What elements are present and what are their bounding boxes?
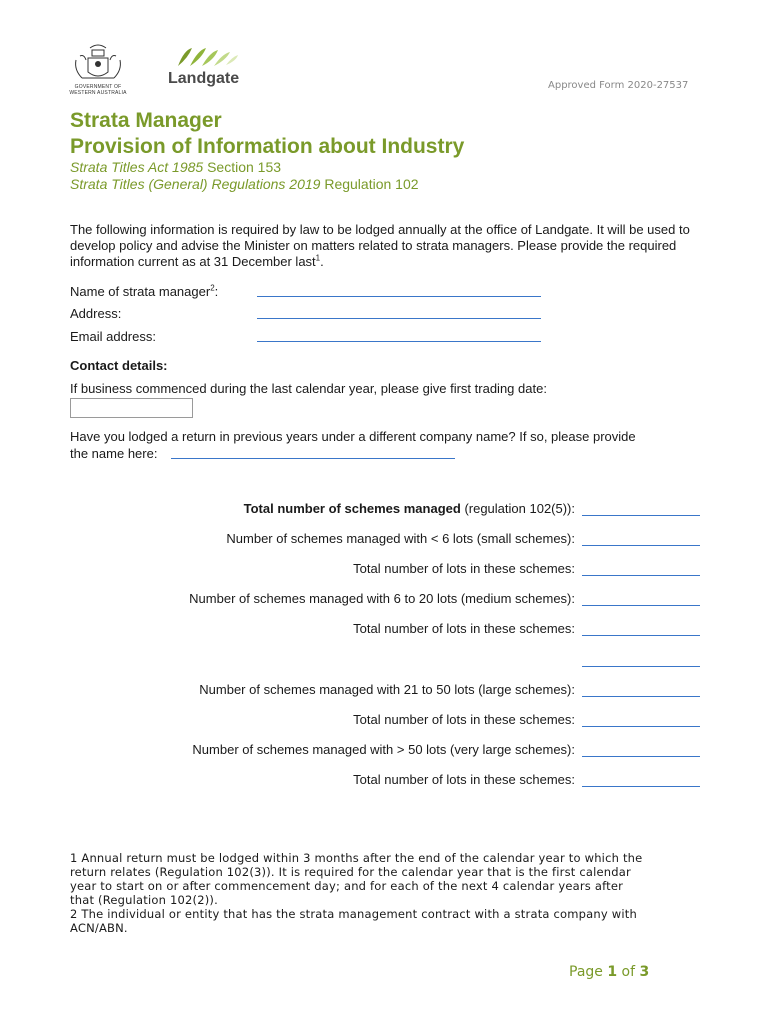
regulation-name: Strata Titles (General) Regulations 2019	[70, 176, 321, 192]
very-large-schemes-label: Number of schemes managed with > 50 lots (very large schemes):	[192, 742, 575, 757]
landgate-wordmark: Landgate	[168, 70, 240, 87]
footnote-2-line1: 2 The individual or entity that has the strata management contract with a strata company with	[70, 907, 637, 921]
large-schemes-field[interactable]	[582, 696, 700, 697]
commenced-question: If business commenced during the last calendar year, please give first trading date:	[70, 381, 547, 396]
very-large-schemes-field[interactable]	[582, 756, 700, 757]
act-reference	[70, 159, 281, 176]
current-page: 1	[607, 964, 618, 980]
very-large-lots-label: Total number of lots in these schemes:	[353, 772, 575, 787]
landgate-logo	[168, 46, 248, 90]
landgate-leaf-icon	[174, 46, 244, 70]
email-label: Email address:	[70, 329, 156, 344]
first-trading-date-input[interactable]	[70, 398, 193, 418]
large-lots-field[interactable]	[582, 726, 700, 727]
small-schemes-label: Number of schemes managed with < 6 lots (small schemes):	[226, 531, 575, 546]
form-title-line1: Strata Manager	[70, 109, 222, 132]
intro-text: The following information is required by law to be lodged annually at the office of Landgate. It will be used to develop policy and advise the Minister on matters related to strata managers. Please provide the required information current as at 31 December last	[70, 222, 690, 269]
contact-details-heading: Contact details:	[70, 358, 168, 373]
page-word: Page	[569, 964, 608, 980]
page-number	[569, 964, 649, 980]
name-label-text: Name of strata manager	[70, 284, 211, 299]
email-field[interactable]	[257, 341, 541, 342]
intro-paragraph	[70, 222, 702, 270]
crest-caption: GOVERNMENT OF WESTERN AUSTRALIA	[69, 84, 127, 96]
total-schemes-bold: Total number of schemes managed	[243, 501, 461, 516]
previous-name-question-line2: the name here:	[70, 446, 158, 461]
footnote-ref-2: 2	[210, 283, 215, 293]
previous-name-question-line1: Have you lodged a return in previous years under a different company name? If so, please provide	[70, 429, 636, 444]
approved-form-number: Approved Form 2020-27537	[548, 80, 689, 91]
footnote-1-line4: that (Regulation 102(2)).	[70, 893, 218, 907]
medium-schemes-field[interactable]	[582, 605, 700, 606]
medium-schemes-label: Number of schemes managed with 6 to 20 lots (medium schemes):	[189, 591, 575, 606]
small-schemes-field[interactable]	[582, 545, 700, 546]
large-lots-label: Total number of lots in these schemes:	[353, 712, 575, 727]
small-lots-field[interactable]	[582, 575, 700, 576]
large-schemes-label: Number of schemes managed with 21 to 50 lots (large schemes):	[199, 682, 575, 697]
intro-end: .	[320, 254, 324, 269]
regulation-section: Regulation 102	[320, 176, 419, 192]
total-schemes-field[interactable]	[582, 515, 700, 516]
total-pages: 3	[639, 964, 650, 980]
total-schemes-label	[244, 501, 575, 516]
address-field[interactable]	[257, 318, 541, 319]
footnote-1-line2: return relates (Regulation 102(3)). It is required for the calendar year that is the first calendar	[70, 865, 631, 879]
footnote-ref-1: 1	[315, 253, 321, 263]
very-large-lots-field[interactable]	[582, 786, 700, 787]
name-label	[70, 284, 218, 300]
medium-lots-field[interactable]	[582, 635, 700, 636]
regulation-reference	[70, 176, 419, 193]
of-word: of	[617, 964, 640, 980]
footnote-1-line1: 1 Annual return must be lodged within 3 months after the end of the calendar year to which the	[70, 851, 643, 865]
footnote-2-line2: ACN/ABN.	[70, 921, 128, 935]
wa-government-crest	[68, 40, 128, 94]
small-lots-label: Total number of lots in these schemes:	[353, 561, 575, 576]
act-name: Strata Titles Act 1985	[70, 159, 204, 175]
footnotes	[70, 851, 710, 935]
previous-name-field[interactable]	[171, 458, 455, 459]
name-label-colon: :	[214, 284, 219, 299]
act-section: Section 153	[203, 159, 282, 175]
form-title-line2: Provision of Information about Industry	[70, 135, 465, 158]
medium-lots-label: Total number of lots in these schemes:	[353, 621, 575, 636]
total-schemes-reg: (regulation 102(5)):	[460, 501, 575, 516]
footnote-1-line3: year to start on or after commencement day; and for each of the next 4 calendar years after	[70, 879, 624, 893]
address-label: Address:	[70, 306, 122, 321]
name-field[interactable]	[257, 296, 541, 297]
extra-blank-field[interactable]	[582, 666, 700, 667]
